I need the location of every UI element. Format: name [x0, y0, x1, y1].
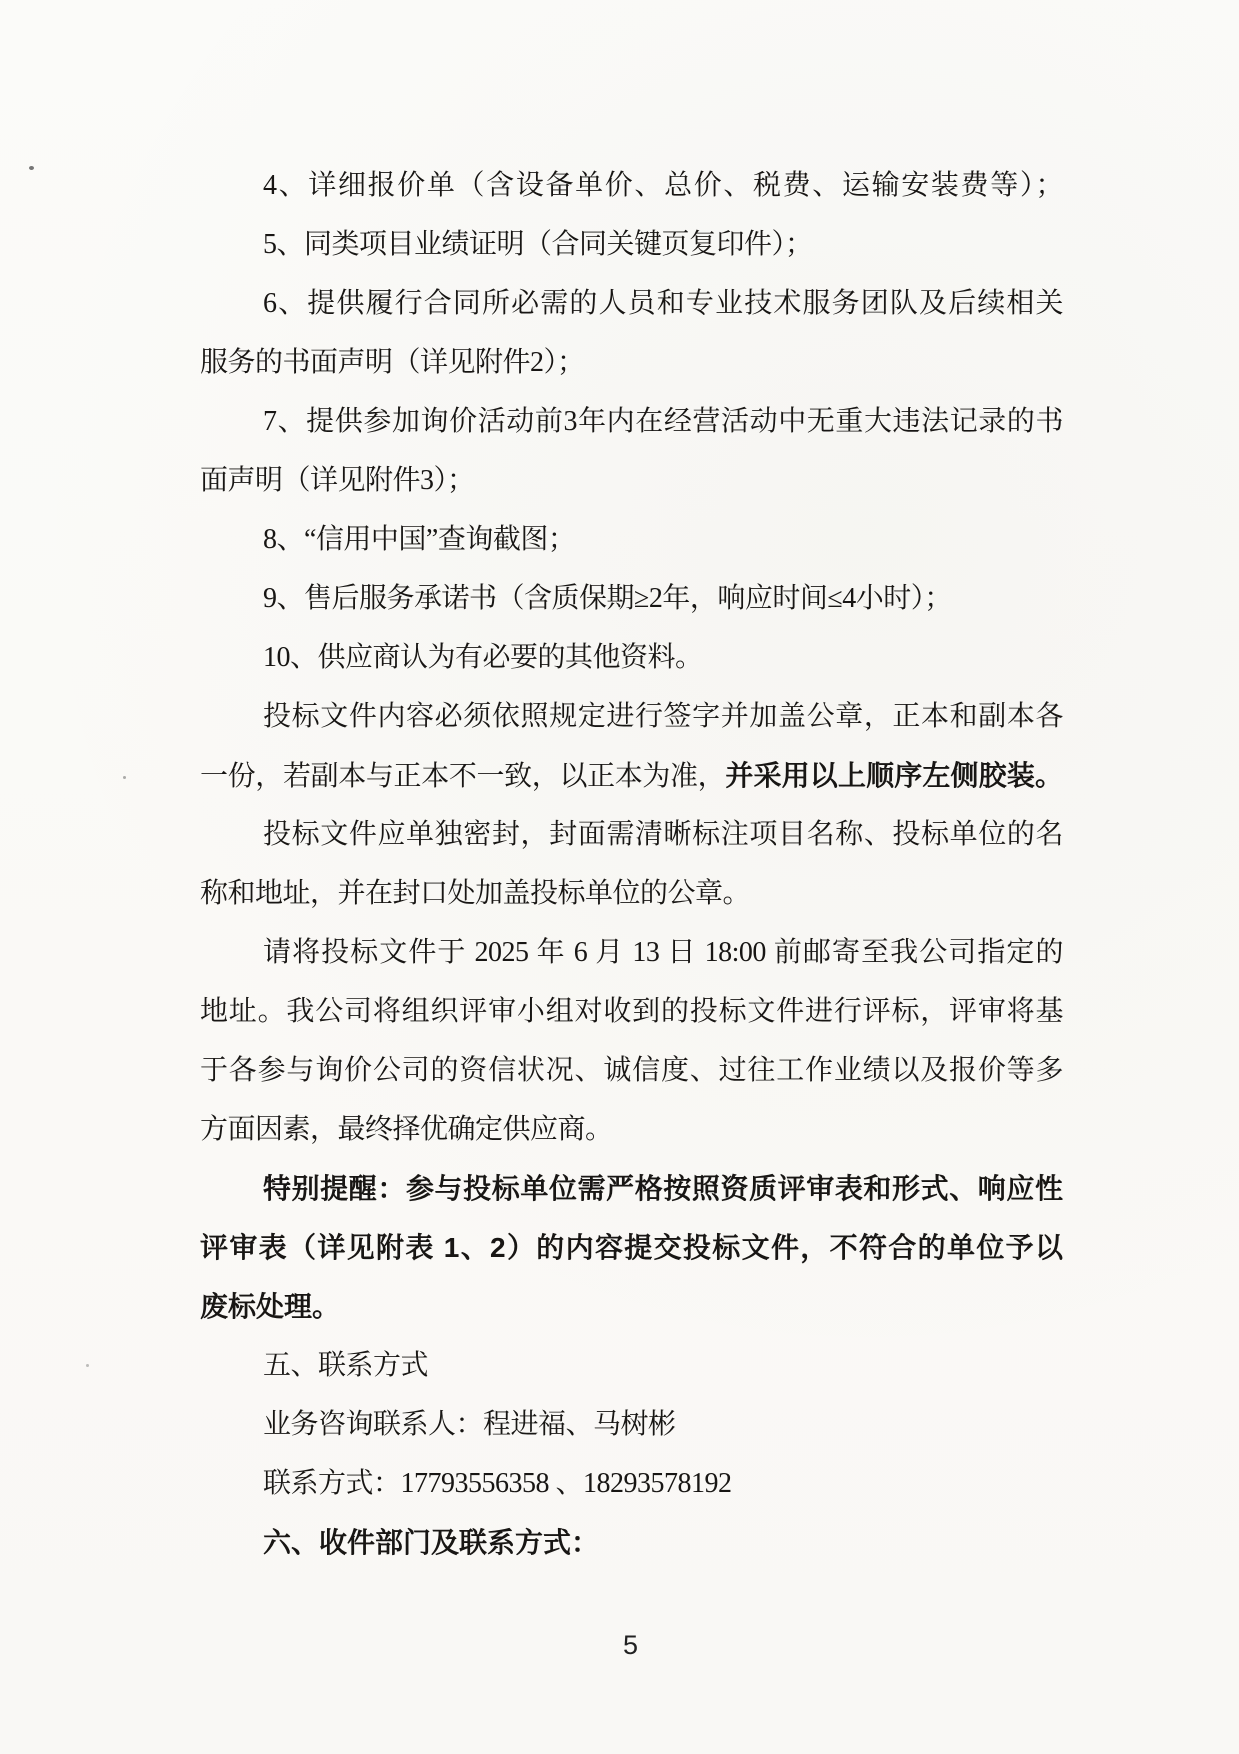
- page-number: 5: [622, 1630, 639, 1660]
- text-bold-segment: 并采用以上顺序左侧胶装。: [725, 760, 1063, 791]
- text-line-item-6-cont: 服务的书面声明（详见附件2）；: [200, 347, 585, 378]
- scan-speck: [123, 776, 126, 779]
- text-line-item-7-cont: 面声明（详见附件3）；: [200, 465, 475, 496]
- scan-speck: [86, 1364, 89, 1367]
- text-line-item-4: 4、详细报价单（含设备单价、总价、税费、运输安装费等）；: [263, 170, 1063, 201]
- text-line-contact-persons: 业务咨询联系人：程进福、马树彬: [263, 1409, 676, 1440]
- text-line-item-6: 6、提供履行合同所必需的人员和专业技术服务团队及后续相关: [263, 288, 1063, 319]
- scan-speck: [29, 166, 34, 170]
- text-line-contact-phones: 联系方式：17793556358 、18293578192: [263, 1468, 732, 1499]
- text-line-sealing-rule-cont: 称和地址，并在封口处加盖投标单位的公章。: [200, 878, 751, 909]
- text-line-item-9: 9、售后服务承诺书（含质保期≥2年，响应时间≤4小时）；: [263, 583, 952, 614]
- text-line-special-reminder: 特别提醒：参与投标单位需严格按照资质评审表和形式、响应性: [263, 1173, 1063, 1204]
- text-line-special-reminder-cont-2: 废标处理。: [200, 1291, 341, 1322]
- text-line-signing-rule: 投标文件内容必须依照规定进行签字并加盖公章，正本和副本各: [263, 701, 1063, 732]
- text-line-mailing-cont-3: 方面因素，最终择优确定供应商。: [200, 1114, 613, 1145]
- text-line-special-reminder-cont-1: 评审表（详见附表 1、2）的内容提交投标文件，不符合的单位予以: [200, 1232, 1063, 1263]
- text-line-signing-rule-cont: [200, 746, 1063, 805]
- section-heading-contact: 五、联系方式: [263, 1350, 429, 1381]
- text-line-mailing-deadline: 请将投标文件于 2025 年 6 月 13 日 18:00 前邮寄至我公司指定的: [263, 937, 1063, 968]
- document-body: [200, 156, 1063, 1572]
- text-line-item-10: 10、供应商认为有必要的其他资料。: [263, 642, 703, 673]
- text-plain-segment: 一份，若副本与正本不一致，以正本为准，: [200, 761, 726, 792]
- text-line-mailing-cont-2: 于各参与询价公司的资信状况、诚信度、过往工作业绩以及报价等多: [200, 1055, 1063, 1086]
- section-heading-recipient: 六、收件部门及联系方式：: [263, 1527, 600, 1558]
- text-line-sealing-rule: 投标文件应单独密封，封面需清晰标注项目名称、投标单位的名: [263, 819, 1063, 850]
- text-line-item-8: 8、“信用中国”查询截图；: [263, 524, 576, 555]
- text-line-item-5: 5、同类项目业绩证明（合同关键页复印件）；: [263, 229, 813, 260]
- text-line-item-7: 7、提供参加询价活动前3年内在经营活动中无重大违法记录的书: [263, 406, 1063, 437]
- text-line-mailing-cont-1: 地址。我公司将组织评审小组对收到的投标文件进行评标，评审将基: [200, 996, 1063, 1027]
